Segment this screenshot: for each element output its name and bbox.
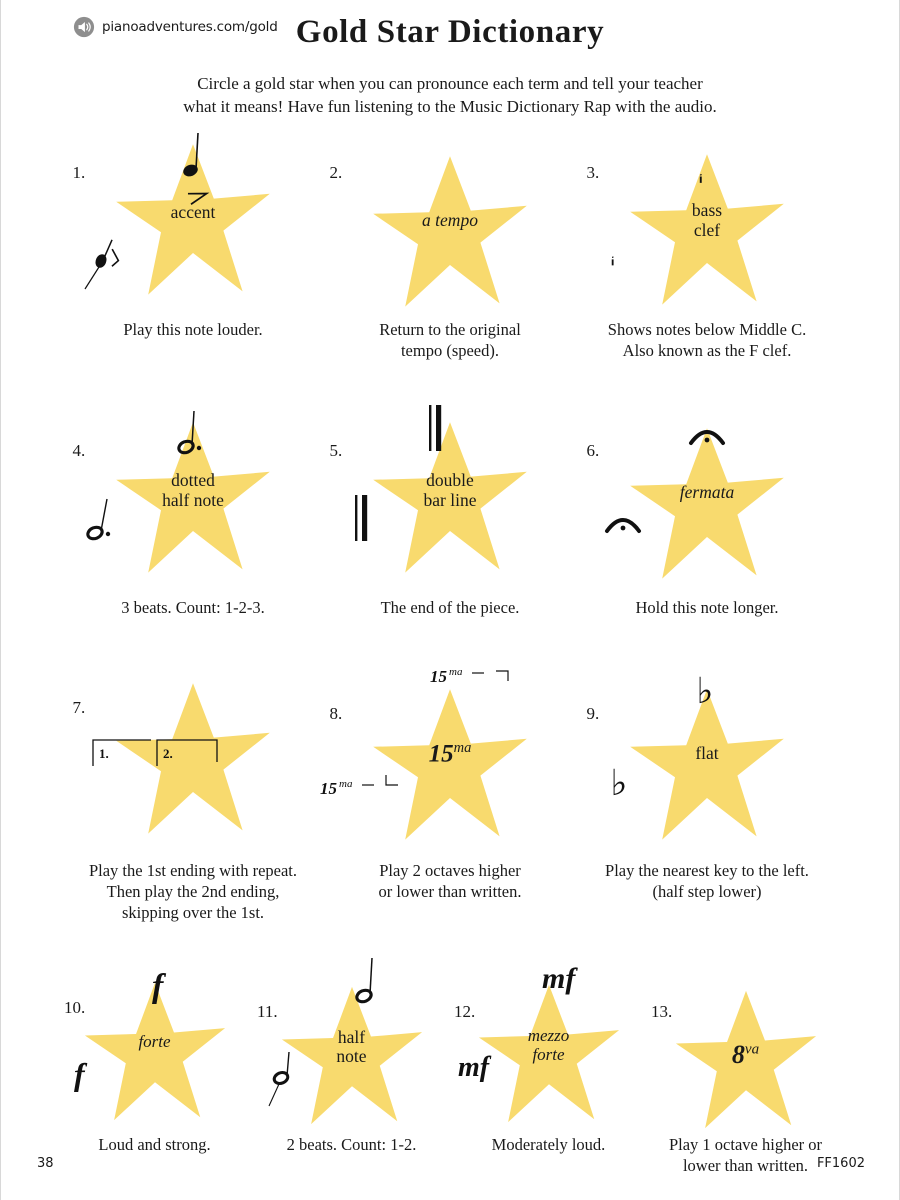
- star-grid: [1, 128, 899, 1176]
- bass-clef-icon: 𝃣: [610, 214, 615, 266]
- star-term-line-1: a tempo: [422, 209, 478, 230]
- caption-line-2: (half step lower): [652, 882, 762, 902]
- star-term-line-1: forte: [138, 1031, 171, 1051]
- star-term-line-1: flat: [695, 743, 719, 764]
- svg-text:ma: ma: [448, 666, 462, 679]
- entry-caption: [379, 319, 521, 361]
- caption-line-2: Then play the 2nd ending,: [106, 882, 280, 902]
- brand-url-text: pianoadventures.com/gold: [102, 19, 278, 35]
- entry-caption: [121, 597, 264, 618]
- star-entry-dotted-half-note[interactable]: [65, 419, 322, 618]
- gold-star-shape[interactable]: [370, 419, 530, 579]
- star-entry-mezzo-forte[interactable]: [450, 961, 647, 1155]
- caption-line-1: Return to the original: [379, 319, 521, 339]
- entry-number: 1.: [72, 162, 86, 182]
- star-term-line-1: bass: [691, 199, 723, 220]
- star-term-line-2: bar line: [423, 489, 477, 510]
- star-entry-first-second-ending[interactable]: [65, 680, 322, 923]
- gold-star-shape[interactable]: [627, 151, 787, 311]
- star-term-base: 8: [731, 1039, 745, 1069]
- star-term-base: 15: [428, 740, 454, 768]
- star-term-line-2: half note: [162, 489, 224, 510]
- star-row-3: [1, 666, 899, 923]
- entry-number: 2.: [329, 162, 343, 182]
- gold-star-shape[interactable]: [671, 988, 821, 1134]
- forte-dynamic-icon: f: [74, 1055, 85, 1092]
- star-entry-bass-clef[interactable]: [579, 128, 836, 361]
- entry-number: 9.: [586, 704, 600, 724]
- flat-sign-icon: ♭: [610, 763, 628, 805]
- entry-number: 11.: [257, 1001, 278, 1021]
- caption-line-1: The end of the piece.: [380, 598, 520, 618]
- bass-clef-icon: 𝃣: [698, 128, 703, 183]
- gold-star-shape[interactable]: [370, 686, 530, 846]
- caption-line-1: Play 2 octaves higher: [379, 861, 521, 881]
- publisher-code: FF1602: [816, 1156, 865, 1171]
- page-footer: [1, 1156, 899, 1174]
- star-term-line-1: double: [426, 470, 474, 491]
- star-term-sup: ma: [453, 740, 472, 757]
- gold-star-shape[interactable]: [370, 153, 530, 313]
- svg-text:1.: 1.: [98, 746, 109, 762]
- entry-caption: [89, 860, 297, 923]
- star-row-4: [1, 961, 899, 1176]
- svg-text:15: 15: [429, 667, 447, 687]
- star-entry-accent[interactable]: [65, 141, 322, 340]
- caption-line-1: 2 beats. Count: 1-2.: [286, 1134, 417, 1154]
- instructions-line-2: what it means! Have fun listening to the Music Dictionary Rap with the audio.: [183, 97, 717, 117]
- entry-caption: [287, 1134, 417, 1155]
- mezzo-forte-dynamic-icon: mf: [458, 1051, 490, 1083]
- entry-number: 13.: [651, 1001, 673, 1021]
- entry-caption: [636, 597, 779, 618]
- gold-star-shape[interactable]: [474, 982, 624, 1128]
- star-row-2: [1, 419, 899, 618]
- svg-text:ma: ma: [338, 778, 352, 791]
- svg-text:2.: 2.: [162, 746, 173, 762]
- mezzo-forte-dynamic-icon: mf: [542, 961, 576, 995]
- star-term-sup: va: [744, 1040, 760, 1057]
- star-term-line-2: clef: [693, 219, 721, 240]
- star-term-line-1: mezzo: [527, 1025, 570, 1045]
- star-term-line-1: dotted: [171, 470, 215, 491]
- caption-line-1: Hold this note longer.: [635, 598, 779, 618]
- entry-number: 7.: [72, 698, 86, 718]
- star-term-line-2: note: [336, 1046, 367, 1067]
- gold-star-shape[interactable]: [113, 141, 273, 301]
- star-entry-forte[interactable]: [56, 967, 253, 1155]
- gold-star-shape[interactable]: [627, 425, 787, 585]
- gold-star-shape[interactable]: [113, 680, 273, 840]
- gold-star-shape[interactable]: [80, 980, 230, 1126]
- caption-line-3: skipping over the 1st.: [121, 903, 265, 923]
- entry-number: 5.: [329, 441, 343, 461]
- flat-sign-icon: ♭: [696, 671, 714, 713]
- star-entry-fermata[interactable]: [579, 419, 836, 618]
- caption-line-1: Play this note louder.: [123, 319, 263, 339]
- gold-star-shape[interactable]: [277, 984, 427, 1130]
- caption-line-2: Also known as the F clef.: [622, 341, 792, 361]
- entry-caption: [98, 1134, 210, 1155]
- star-term-line-1: half: [337, 1026, 366, 1047]
- entry-number: 6.: [586, 441, 600, 461]
- page-header: [1, 0, 899, 62]
- entry-caption: [381, 597, 520, 618]
- caption-line-1: 3 beats. Count: 1-2-3.: [121, 598, 265, 618]
- caption-line-2: or lower than written.: [378, 882, 522, 902]
- caption-line-2: tempo (speed).: [400, 341, 500, 361]
- star-entry-a-tempo[interactable]: [322, 141, 579, 361]
- svg-text:15: 15: [319, 779, 337, 799]
- caption-line-1: Loud and strong.: [98, 1134, 211, 1154]
- instructions: [120, 72, 780, 119]
- instructions-line-1: Circle a gold star when you can pronounce each term and tell your teacher: [197, 74, 703, 93]
- gold-star-shape[interactable]: [113, 419, 273, 579]
- caption-line-1: Shows notes below Middle C.: [607, 319, 807, 339]
- entry-number: 3.: [586, 162, 600, 182]
- entry-caption: [608, 319, 806, 361]
- star-entry-half-note[interactable]: [253, 976, 450, 1155]
- star-entry-quindicesima[interactable]: [319, 666, 579, 902]
- star-entry-flat[interactable]: [579, 671, 836, 902]
- star-term-line-2: forte: [532, 1044, 565, 1064]
- caption-line-1: Moderately loud.: [491, 1134, 606, 1154]
- star-entry-double-bar-line[interactable]: [322, 419, 579, 618]
- forte-dynamic-icon: f: [152, 967, 164, 1005]
- gold-star-shape[interactable]: [627, 686, 787, 846]
- caption-line-1: Play the 1st ending with repeat.: [88, 861, 298, 881]
- entry-number: 4.: [72, 441, 86, 461]
- star-term-line-1: accent: [170, 201, 216, 222]
- entry-caption: [605, 860, 809, 902]
- entry-caption: [492, 1134, 606, 1155]
- page-number: 38: [37, 1156, 54, 1171]
- star-row-1: [1, 128, 899, 361]
- star-entry-ottava[interactable]: [647, 976, 844, 1176]
- caption-line-2: lower than written.: [682, 1155, 809, 1175]
- page-title: Gold Star Dictionary: [295, 14, 605, 50]
- entry-number: 8.: [329, 704, 343, 724]
- entry-number: 10.: [64, 997, 86, 1017]
- star-term-line-1: fermata: [679, 482, 735, 503]
- entry-caption: [379, 860, 522, 902]
- entry-number: 12.: [454, 1001, 476, 1021]
- entry-caption: [123, 319, 262, 340]
- caption-line-1: Play 1 octave higher or: [668, 1134, 823, 1154]
- caption-line-1: Play the nearest key to the left.: [605, 861, 809, 881]
